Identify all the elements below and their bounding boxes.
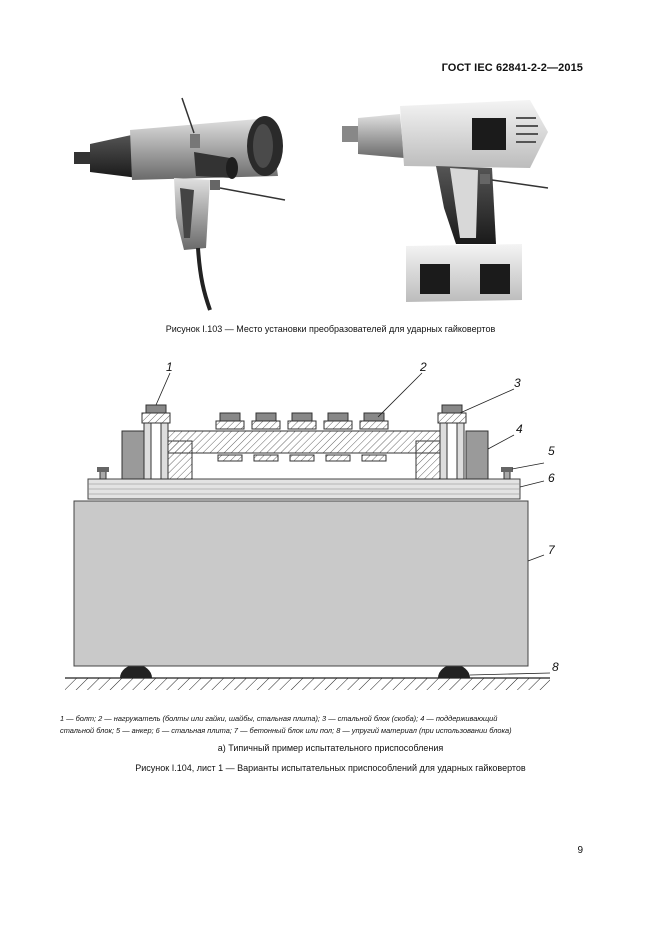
- elastic-pad-right: [438, 665, 470, 678]
- callout-1: 1: [166, 360, 173, 374]
- callout-8: 8: [552, 660, 559, 674]
- loading-plate: [160, 431, 450, 453]
- corded-impact-wrench: [74, 98, 285, 310]
- legend-line-2: стальной блок; 5 — анкер; 6 — стальная плита; 7 — бетонный блок или пол; 8 — упругий материал (при использовании блока): [60, 726, 512, 735]
- bolt-right: [438, 405, 466, 479]
- callout-4: 4: [516, 422, 523, 436]
- cordless-impact-wrench: [342, 100, 548, 302]
- figure-103-caption: Рисунок I.103 — Место установки преобразователей для ударных гайковертов: [165, 324, 496, 334]
- steel-plate: [88, 479, 520, 499]
- ground: [65, 678, 550, 690]
- standard-header: ГОСТ IEC 62841-2-2—2015: [441, 62, 583, 74]
- figure-104-subcaption: а) Типичный пример испытательного приспособления: [217, 743, 444, 753]
- bolt-left: [142, 405, 170, 479]
- callout-3: 3: [514, 376, 521, 390]
- callout-2: 2: [420, 360, 427, 374]
- page-number: 9: [577, 845, 583, 856]
- anchor-right: [501, 467, 513, 479]
- callout-7: 7: [548, 543, 555, 557]
- support-block-left: [122, 431, 144, 479]
- elastic-pad-left: [120, 665, 152, 678]
- callout-6: 6: [548, 471, 555, 485]
- callout-5: 5: [548, 444, 555, 458]
- figure-104-caption: Рисунок I.104, лист 1 — Варианты испытательных приспособлений для ударных гайковертов: [135, 763, 526, 773]
- concrete-block: [74, 501, 528, 666]
- support-block-right: [466, 431, 488, 479]
- anchor-left: [97, 467, 109, 479]
- legend-line-1: 1 — болт; 2 — нагружатель (болты или гайки, шайбы, стальная плита); 3 — стальной блок (скоба); 4 — поддерживающий: [60, 714, 498, 723]
- figure-104-legend: [60, 713, 600, 737]
- impact-wrench-photos: [60, 88, 600, 318]
- test-fixture-drawing: [60, 355, 600, 690]
